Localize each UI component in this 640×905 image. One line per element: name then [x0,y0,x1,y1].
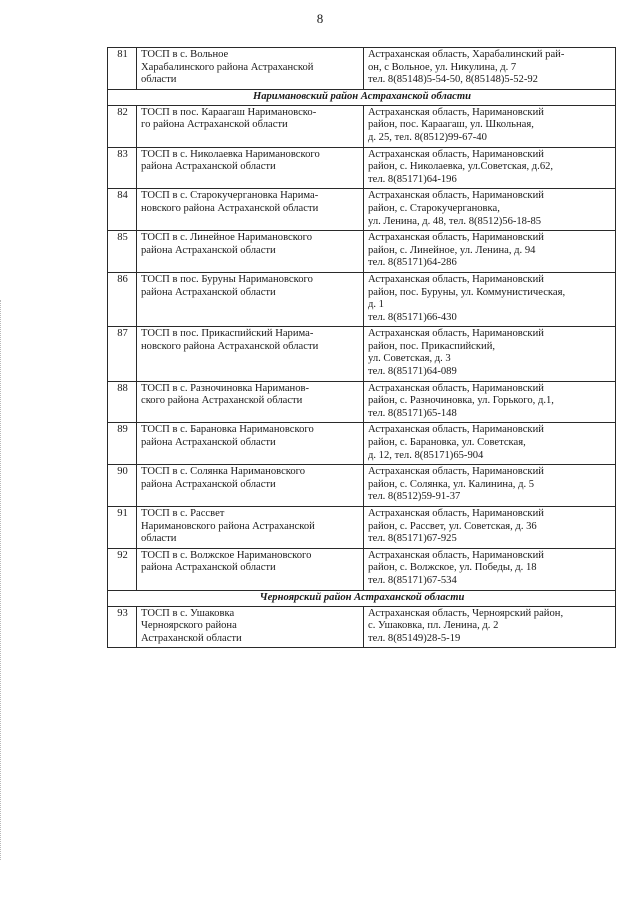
row-number: 81 [108,48,137,90]
office-address-line: Астраханская область, Наримановский [368,424,544,436]
office-name-line: ТОСП в с. Николаевка Наримановского [141,148,320,160]
office-address-line: Астраханская область, Наримановский [368,382,544,394]
office-address-line: Астраханская область, Наримановский [368,190,544,202]
office-address-line: тел. 8(85171)67-925 [368,533,457,545]
table-row [108,327,616,381]
office-name-line: ТОСП в с. Вольное [141,49,229,60]
office-address-cell [364,606,616,648]
office-address-cell [364,465,616,507]
table-row [108,606,616,648]
office-name-line: района Астраханской области [141,478,276,490]
district-heading-row [108,89,616,105]
office-name-cell [137,548,364,590]
office-name-line: ТОСП в с. Волжское Наримановского [141,549,312,561]
row-number: 88 [108,381,137,423]
table-row [108,147,616,189]
office-name-line: ТОСП в с. Барановка Наримановского [141,424,314,436]
office-name-cell [137,465,364,507]
row-number: 89 [108,423,137,465]
office-address-line: Астраханская область, Черноярский район, [368,607,564,619]
office-address-line: тел. 8(8512)59-91-37 [368,491,461,503]
table-row [108,189,616,231]
office-name-cell [137,231,364,273]
office-address-cell [364,327,616,381]
office-name-line: ТОСП в с. Старокучергановка Нарима- [141,190,319,202]
office-address-cell [364,548,616,590]
office-address-line: Астраханская область, Харабалинский рай- [368,49,565,60]
row-number: 83 [108,147,137,189]
office-address-line: Астраханская область, Наримановский [368,232,544,244]
scan-edge-marks [0,300,5,860]
office-address-line: район, с. Разночиновка, ул. Горького, д.1, [368,395,554,407]
office-address-line: район, с. Рассвет, ул. Советская, д. 36 [368,520,537,532]
office-name-line: области [141,74,177,86]
office-address-line: д. 1 [368,299,384,311]
office-name-cell [137,423,364,465]
office-name-line: ТОСП в пос. Караагаш Наримановско- [141,106,317,118]
page-number: 8 [316,11,324,26]
office-address-line: район, с. Николаевка, ул.Советская, д.62, [368,161,554,173]
office-address-cell [364,507,616,549]
office-address-line: Астраханская область, Наримановский [368,549,544,561]
office-address-line: с. Ушаковка, пл. Ленина, д. 2 [368,620,499,632]
office-name-line: го района Астраханской области [141,119,288,131]
office-address-line: тел. 8(85171)64-089 [368,366,457,378]
table-row [108,507,616,549]
table-row [108,105,616,147]
table-row [108,548,616,590]
office-name-line: ТОСП в с. Разночиновка Нариманов- [141,382,310,394]
office-address-line: тел. 8(85171)65-148 [368,407,457,419]
office-address-line: Астраханская область, Наримановский [368,508,544,519]
office-address-cell [364,147,616,189]
office-address-line: тел. 8(85171)64-196 [368,173,457,185]
office-address-line: район, с. Солянка, ул. Калинина, д. 5 [368,478,535,490]
office-name-line: ТОСП в с. Рассвет [141,508,225,519]
office-address-line: район, пос. Прикаспийский, [368,340,496,352]
district-heading: Наримановский район Астраханской области [108,89,616,105]
office-name-line: ТОСП в с. Солянка Наримановского [141,466,306,478]
office-name-line: Черноярского района [141,620,237,632]
office-name-cell [137,48,364,90]
office-address-cell [364,381,616,423]
office-name-line: Астраханской области [141,632,242,644]
office-name-cell [137,327,364,381]
office-name-line: ТОСП в пос. Прикаспийский Нарима- [141,328,314,340]
office-name-line: района Астраханской области [141,437,276,449]
registry-table [107,47,616,648]
office-name-line: новского района Астраханской области [141,202,319,214]
registry-table-body [108,48,616,648]
row-number: 92 [108,548,137,590]
office-address-line: ул. Советская, д. 3 [368,353,451,365]
table-row [108,381,616,423]
office-name-cell [137,272,364,326]
office-address-line: тел. 8(85171)66-430 [368,311,457,323]
office-address-line: Астраханская область, Наримановский [368,273,544,285]
row-number: 82 [108,105,137,147]
office-name-line: ского района Астраханской области [141,395,303,407]
office-name-line: района Астраханской области [141,562,276,574]
office-name-line: ТОСП в с. Линейное Наримановского [141,232,313,244]
office-address-line: тел. 8(85171)67-534 [368,574,457,586]
table-row [108,48,616,90]
office-address-line: Астраханская область, Наримановский [368,106,544,118]
office-address-cell [364,189,616,231]
office-address-line: Астраханская область, Наримановский [368,148,544,160]
office-address-cell [364,423,616,465]
district-heading: Черноярский район Астраханской области [108,590,616,606]
office-address-line: район, с. Барановка, ул. Советская, [368,437,526,449]
office-address-cell [364,105,616,147]
office-name-cell [137,606,364,648]
office-address-cell [364,272,616,326]
row-number: 86 [108,272,137,326]
row-number: 85 [108,231,137,273]
office-name-line: района Астраханской области [141,244,276,256]
row-number: 84 [108,189,137,231]
office-name-line: Наримановского района Астраханской [141,520,315,532]
office-name-line: ТОСП в пос. Буруны Наримановского [141,273,313,285]
office-name-line: Харабалинского района Астраханской [141,61,314,73]
office-address-line: тел. 8(85148)5-54-50, 8(85148)5-52-92 [368,74,538,86]
district-heading-row [108,590,616,606]
office-name-cell [137,381,364,423]
office-address-line: район, с. Волжское, ул. Победы, д. 18 [368,562,537,574]
office-address-line: район, с. Старокучергановка, [368,202,500,214]
row-number: 87 [108,327,137,381]
office-address-line: тел. 8(85149)28-5-19 [368,632,461,644]
office-name-cell [137,507,364,549]
office-name-line: области [141,533,177,545]
table-row [108,231,616,273]
office-name-line: новского района Астраханской области [141,340,319,352]
office-address-cell [364,231,616,273]
office-address-line: район, пос. Буруны, ул. Коммунистическая, [368,286,566,298]
row-number: 90 [108,465,137,507]
office-address-line: район, пос. Караагаш, ул. Школьная, [368,119,534,131]
office-name-line: ТОСП в с. Ушаковка [141,607,235,619]
table-row [108,272,616,326]
office-address-line: район, с. Линейное, ул. Ленина, д. 94 [368,244,536,256]
office-address-line: тел. 8(85171)64-286 [368,257,457,269]
office-address-line: ул. Ленина, д. 48, тел. 8(8512)56-18-85 [368,215,542,227]
table-row [108,423,616,465]
row-number: 93 [108,606,137,648]
office-address-line: Астраханская область, Наримановский [368,466,544,478]
table-row [108,465,616,507]
office-address-line: д. 25, тел. 8(8512)99-67-40 [368,131,487,143]
office-address-line: Астраханская область, Наримановский [368,328,544,340]
office-name-line: района Астраханской области [141,286,276,298]
office-name-line: района Астраханской области [141,161,276,173]
office-address-line: д. 12, тел. 8(85171)65-904 [368,449,484,461]
office-name-cell [137,189,364,231]
row-number: 91 [108,507,137,549]
office-address-line: он, с Вольное, ул. Никулина, д. 7 [368,61,517,73]
office-address-cell [364,48,616,90]
office-name-cell [137,147,364,189]
office-name-cell [137,105,364,147]
